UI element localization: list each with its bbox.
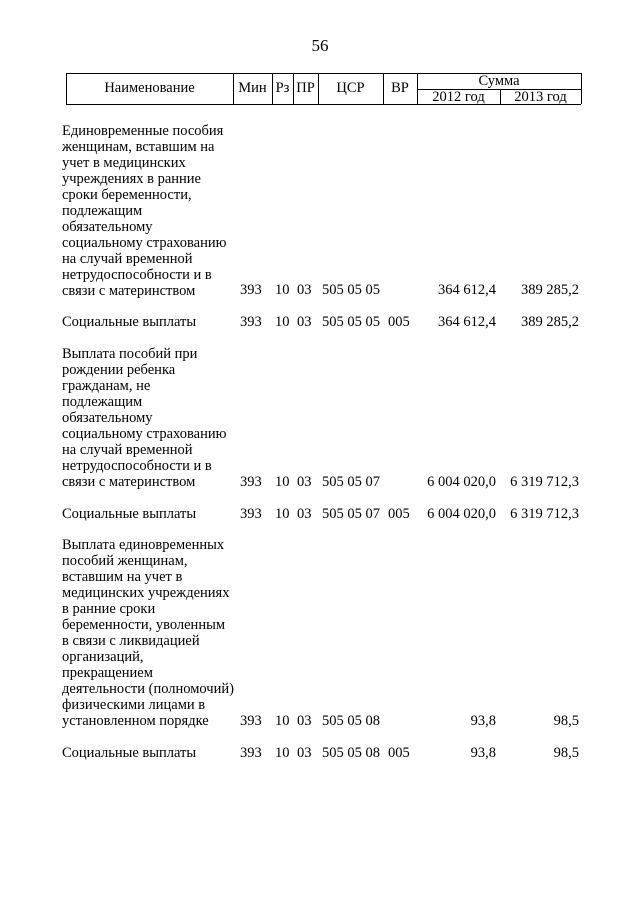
row-pr: 03 (297, 282, 312, 298)
row-sum-2013: 98,5 (553, 745, 579, 761)
row-pr: 03 (297, 745, 312, 761)
row-name: Социальные выплаты (62, 506, 197, 522)
row-name: Выплата пособий при рождении ребенка гражданам, не подлежащим обязательному социальному страхованию на случай временной нетрудоспособности и в связи с материнством (62, 346, 227, 490)
header-rz: Рз (275, 80, 290, 96)
row-sum-2013: 6 319 712,3 (510, 506, 579, 522)
page-number: 56 (311, 36, 329, 55)
row-sum-2013: 98,5 (553, 713, 579, 729)
row-name: Социальные выплаты (62, 745, 197, 761)
row-min: 393 (240, 745, 262, 761)
row-csr: 505 05 08 (322, 713, 380, 729)
row-rz: 10 (275, 282, 290, 298)
header-sum: Сумма (478, 73, 520, 89)
header-vr: ВР (391, 80, 409, 96)
header-year-2013: 2013 год (514, 89, 567, 105)
row-min: 393 (240, 314, 262, 330)
header-csr: ЦСР (336, 80, 365, 96)
row-csr: 505 05 05 (322, 282, 380, 298)
row-sum-2012: 6 004 020,0 (427, 506, 496, 522)
row-sum-2013: 389 285,2 (521, 314, 579, 330)
row-pr: 03 (297, 506, 312, 522)
header-col-border (581, 73, 582, 104)
header-pr: ПР (296, 80, 315, 96)
row-rz: 10 (275, 474, 290, 490)
row-sum-2012: 93,8 (470, 745, 496, 761)
row-min: 393 (240, 506, 262, 522)
row-csr: 505 05 07 (322, 506, 380, 522)
row-rz: 10 (275, 314, 290, 330)
row-pr: 03 (297, 314, 312, 330)
row-rz: 10 (275, 745, 290, 761)
row-vr: 005 (388, 314, 410, 330)
row-pr: 03 (297, 713, 312, 729)
row-csr: 505 05 07 (322, 474, 380, 490)
row-name: Выплата единовременных пособий женщинам, вставшим на учет в медицинских учреждениях в ранние сроки беременности, уволенным в связи с ликвидацией организаций, прекращением деятельности (полномочий) физическими лицами в установленном порядке (62, 537, 234, 729)
row-min: 393 (240, 474, 262, 490)
header-year-2012: 2012 год (432, 89, 485, 105)
row-min: 393 (240, 713, 262, 729)
row-sum-2012: 364 612,4 (438, 314, 496, 330)
row-csr: 505 05 05 (322, 314, 380, 330)
header-name: Наименование (104, 80, 195, 96)
row-sum-2013: 6 319 712,3 (510, 474, 579, 490)
row-sum-2013: 389 285,2 (521, 282, 579, 298)
row-min: 393 (240, 282, 262, 298)
row-pr: 03 (297, 474, 312, 490)
row-name: Социальные выплаты (62, 314, 197, 330)
row-name: Единовременные пособия женщинам, вставшим на учет в медицинских учреждениях в ранние сроки беременности, подлежащим обязательному социальному страхованию на случай временной нетрудоспособности и в связи с материнством (62, 123, 227, 299)
row-sum-2012: 364 612,4 (438, 282, 496, 298)
row-sum-2012: 93,8 (470, 713, 496, 729)
row-sum-2012: 6 004 020,0 (427, 474, 496, 490)
row-vr: 005 (388, 506, 410, 522)
header-min: Мин (238, 80, 267, 96)
row-csr: 505 05 08 (322, 745, 380, 761)
row-rz: 10 (275, 506, 290, 522)
row-rz: 10 (275, 713, 290, 729)
row-vr: 005 (388, 745, 410, 761)
